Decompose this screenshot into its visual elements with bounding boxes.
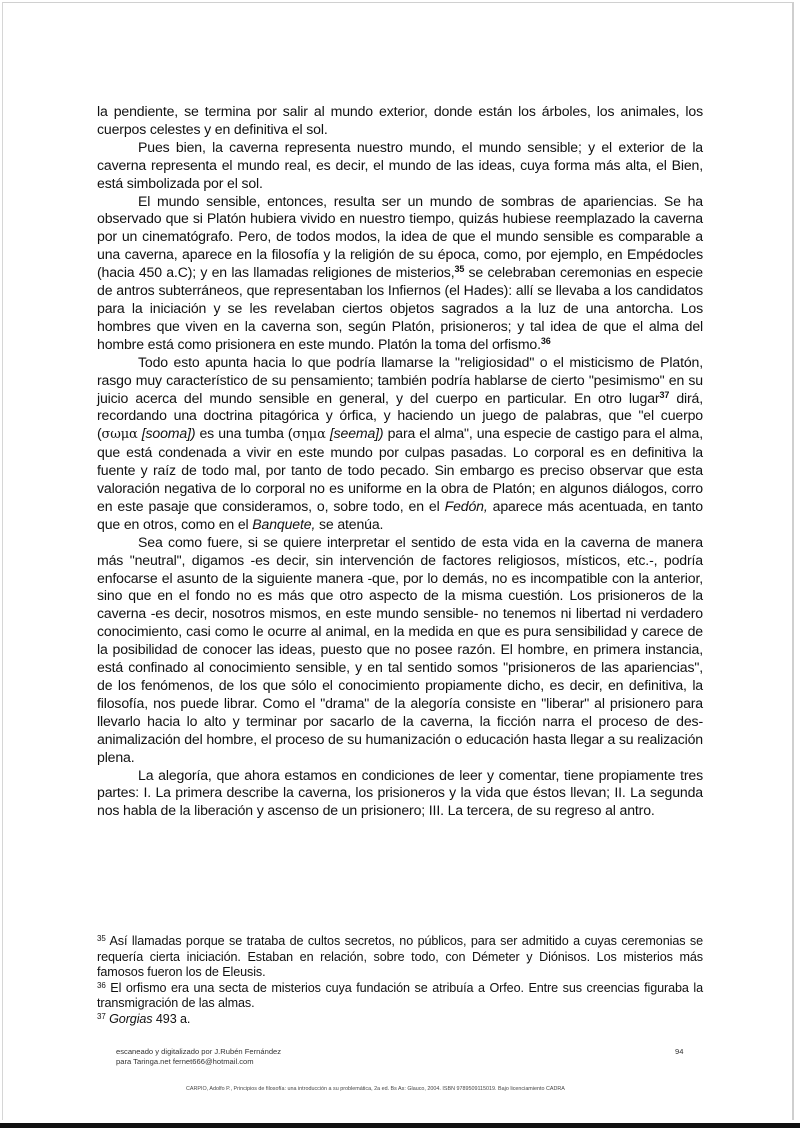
footnote-ref-35[interactable]: 35 [454,264,465,275]
footnote-text: Así llamadas porque se trataba de cultos secretos, no públicos, para ser admitido a cuyas ceremonias se requería cierta iniciación. Estaban en relación, sobre todo, con Démeter y Diónisos. Los misterios más famosos fueron los de Eleusis. [97,934,703,980]
scan-credit [116,1047,281,1066]
footnote-text: El orfismo era una secta de misterios cuya fundación se atribuía a Orfeo. Entre sus creencias figuraba la transmigración de las almas. [97,980,703,1011]
work-title-banquete: Banquete, [252,515,316,532]
footnote-number: 36 [97,980,106,990]
footnote-ref-36[interactable]: 36 [540,335,551,346]
footnote-ref-37[interactable]: 37 [659,389,670,400]
text-span: se celebraban ceremonias en especie de antros subterráneos, que representaban los Infiernos (el Hades): allí se llevaba a los candidatos para la iniciación y se les revelaban ciertos objetos sagrados a la luz de una antorcha. Los hombres que viven en la caverna son, según Platón, prisioneros; y tal idea de que el alma del hombre está como prisionera en este mundo. Platón la toma del orfismo. [97,264,703,352]
footnote-36 [97,981,703,1012]
greek-word: σωμα [101,427,138,443]
text-span: es una tumba ( [195,425,293,442]
footnote-number: 37 [97,1011,106,1021]
footnote-37 [97,1012,703,1028]
transliteration: [seema]) [325,425,384,442]
text-span: para el alma", una especie de castigo para el alma, que está condenada a vivir en este mundo por culpas pasadas. Lo corporal es en definitiva la fuente y raíz de todo mal, por tanto de todo pecado. Sin embargo es preciso observar que esta valoración negativa de lo corporal no es uniforme en la obra de Platón; en algunos diálogos, corro en este pasaje que consideramos, o, sobre todo, en el [97,425,703,514]
paragraph: Sea como fuere, si se quiere interpretar el sentido de esta vida en la caverna de manera más "neutral", digamos -es decir, sin intervención de factores religiosos, místicos, etc.-, podría enfocarse el asunto de la siguiente manera -que, por lo demás, no es incompatible con la anterior, sino que en el fondo no es más que otro aspecto de la misma cuestión. Los prisioneros de la caverna -es decir, nosotros mismos, en este mundo sensible- no tenemos ni libertad ni verdadero conocimiento, casi como le ocurre al animal, en la medida en que es pura sensibilidad y carece de la posibilidad de conocer las ideas, puesto que no posee razón. El hombre, en primera instancia, está confinado al conocimiento sensible, y en tal sentido somos "prisioneros de las apariencias", de los fenómenos, de los que sólo el conocimiento propiamente dicho, es decir, en definitiva, la filosofía, nos puede librar. Como el "drama" de la alegoría consiste en "liberar" al prisionero para llevarlo hacia lo alto y terminar por sacarlo de la caverna, la ficción narra el proceso de des-animalización del hombre, el proceso de su humanización o educación hasta llegar a su realización plena. [97,533,703,765]
paragraph: la pendiente, se termina por salir al mundo exterior, donde están los árboles, los animales, los cuerpos celestes y en definitiva el sol. [97,103,703,137]
body-text [97,103,703,820]
footnote-35 [97,934,703,981]
text-span: aparece más acentuada, en tanto que en otros, como en el [97,497,703,532]
footnote-text: 493 a. [152,1011,191,1026]
scan-credit-line: escaneado y digitalizado por J.Rubén Fernández [116,1047,282,1056]
footnotes [97,934,703,1028]
paragraph: Pues bien, la caverna representa nuestro mundo, el mundo sensible; y el exterior de la caverna representa el mundo real, es decir, el mundo de las ideas, cuya forma más alta, el Bien, está simbolizada por el sol. [97,138,703,191]
transliteration: [sooma]) [137,425,196,442]
bottom-edge [0,1123,800,1128]
paragraph [97,354,703,534]
text-span: se atenúa. [315,515,384,532]
text-span: dirá, recordando una doctrina pitagórica y órfica, y haciendo un juego de palabras, que "el cuerpo ( [97,389,703,442]
paragraph [97,193,703,354]
work-title-gorgias: Gorgias [105,1011,153,1026]
footnote-number: 35 [97,934,106,943]
paragraph: La alegoría, que ahora estamos en condiciones de leer y comentar, tiene propiamente tres partes: I. La primera describe la caverna, los prisioneros y la vida que éstos llevan; II. La segunda nos habla de la liberación y ascenso de un prisionero; III. La tercera, de su regreso al antro. [97,766,703,819]
work-title-fedon: Fedón, [444,497,488,514]
page-number: 94 [675,1047,684,1056]
scan-credit-line: para Taringa.net fernet666@hotmail.com [116,1056,254,1066]
text-span: Todo esto apunta hacia lo que podría llamarse la "religiosidad" o el misticismo de Platón, rasgo muy característico de su pensamiento; también podría hablarse de cierto "pesimismo" en su juicio acerca del mundo sensible en general, y del cuerpo en particular. En otro lugar [97,353,703,406]
text-span: El mundo sensible, entonces, resulta ser un mundo de sombras de apariencias. Se ha observado que si Platón hubiera vivido en nuestro tiempo, quizás hubiese reemplazado la caverna por un cinematógrafo. Pero, de todos modos, la idea de que el mundo sensible es comparable a una caverna, aparece en la filosofía y la religión de su época, como, por ejemplo, en Empédocles (hacia 450 a.C); y en las llamadas religiones de misterios, [97,192,703,281]
bibliographic-citation: CARPIO, Adolfo P., Principios de filosofía: una introducción a su problemática, 2a ed. Bs As: Glauco, 2004. ISBN 9789509115019. Bajo licenciamiento CADRA [186,1086,565,1092]
greek-word: σημα [292,427,326,443]
